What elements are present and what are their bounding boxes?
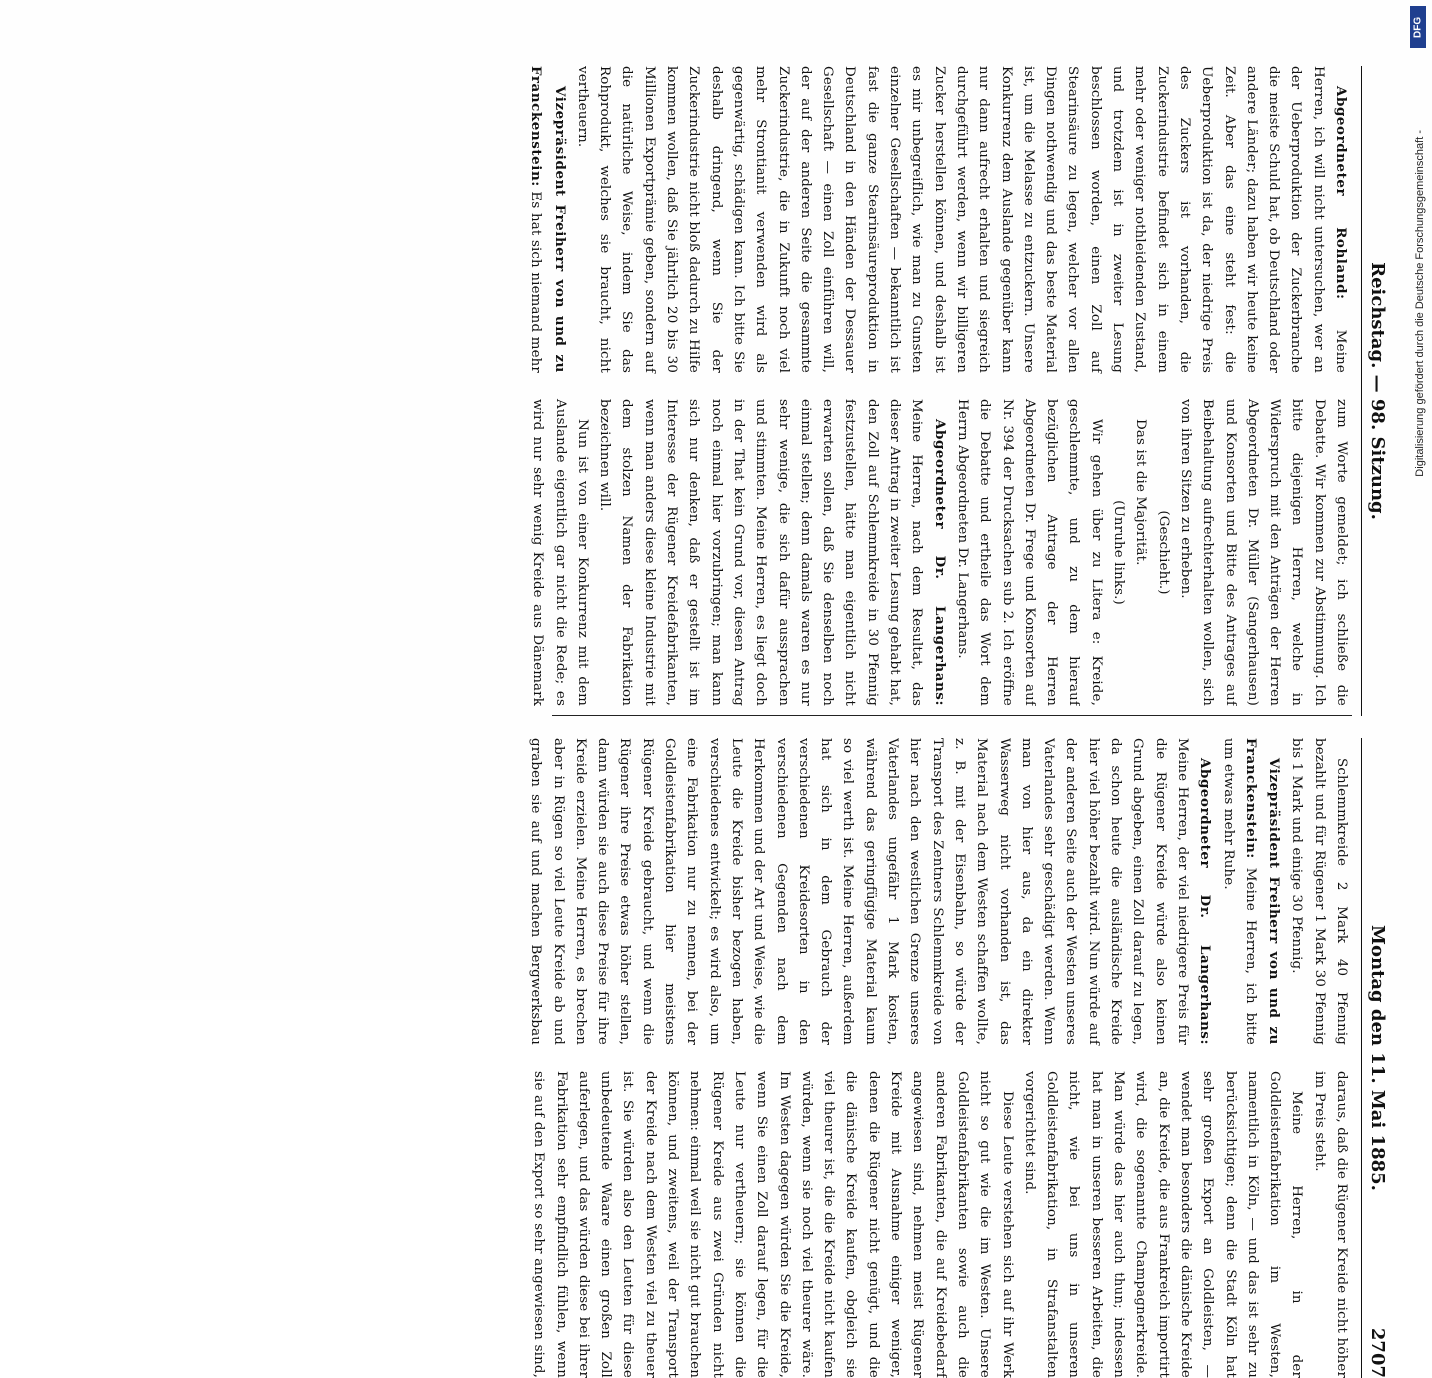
stage-direction: (Unruhe links.) [1111, 500, 1127, 605]
dfg-logo: DFG [1410, 6, 1426, 48]
speaker-name: Abgeordneter Dr. Langerhans: [1197, 758, 1214, 1045]
speech-text: Meine Herren, ich bitte um etwas mehr Ruhe. [1220, 738, 1258, 1045]
speech-paragraph [1018, 1071, 1308, 1378]
left-page-header-title: Reichstag. — 98. Sitzung. [1367, 262, 1388, 520]
rotated-newspaper-sheet [58, 56, 1418, 1378]
speech-text: Es hat sich niemand mehr zum Worte gemeldet; ich schließe die Debatte. Wir kommen zur Abstimmung. Ich bitte diejenigen Herren, welche in Widerspruch mit den Anträgen der Herren Abgeordneten Dr. Müller (Sangerhausen) und Konsorten und Bitte des Antrages auf Beibehaltung aufrechterhalten wollen, sich von ihren Sitzen zu erheben. [528, 191, 1349, 706]
page-divider-rule [552, 715, 1352, 716]
speech-text: Meine Herren, der viel niedrigere Preis für die Rügener Kreide würde also keinen Grund abgeben, einen Zoll darauf zu legen, da schon heute die ausländische Kreide hier viel höher bezahlt wird. Nun würde auf der anderen Seite auch der Westen unseres Vaterlandes sehr geschädigt werden. Wenn man von hier aus, da ein direkter Wasserweg nicht vorhanden ist, das Material nach dem Westen schaffen wollte, z. B. mit der Eisenbahn, so würde der Transport des Zentners Schlemmkreide von hier nach den westlichen Grenze unseres Vaterlandes ungefähr 1 Mark kosten, während das geringfügige Material kaum so viel werth ist. Meine Herren, außerdem hat sich in dem Gebrauch der verschiedenen Kreidesorten in den verschiedenen Gegenden nach dem Herkommen und der Art und Weise, wie die Leute die Kreide bisher bezogen haben, verschiedenes entwickelt; es wird also, um eine Fabrikation nur zu nennen, bei der Goldleistenfabrikation hier meistens Rügener Kreide gebraucht, und wenn die Rügener ihre Preise etwas höher stellen, dann würden sie auch diese Preise für ihre Kreide erzielen. Meine Herren, es brechen aber in Rügen so viel Leute Kreide ab und graben sie auf und machen Bergwerksbau daraus, daß die Rügener Kreide nicht höher im Preis steht. [528, 738, 1349, 1378]
speaker-name: Abgeordneter Dr. Langerhans: [931, 419, 948, 706]
right-page-body [522, 738, 1352, 1378]
right-page-header-date: Montag den 11. Mai 1885. [1367, 925, 1388, 1191]
right-page-header [1361, 738, 1388, 1378]
speaker-name: Vizepräsident Freiherr von und zu Franckenstein: [528, 66, 568, 373]
speaker-name: Vizepräsident Freiherr von und zu Franckenstein: [1242, 738, 1283, 1045]
speech-text: Nun ist von einer Konkurrenz mit dem Auslande eigentlich gar nicht die Rede; es wird nur sehr wenig Kreide aus Dänemark [530, 399, 590, 706]
speech-paragraph [593, 399, 951, 706]
speech-paragraph [951, 399, 1107, 706]
speech-paragraph [1285, 738, 1352, 1045]
speech-text: Wir gehen über zu Litera e: Kreide, geschlemmte, und zu dem hierauf bezüglichen Antrage der Herren Abgeordneten Dr. Frege und Konsorten auf Nr. 394 der Drucksachen sub 2. Ich eröffne die Debatte und ertheile das Wort dem Herrn Abgeordneten Dr. Langerhans. [954, 399, 1104, 706]
speech-paragraph [1216, 738, 1285, 1045]
speech-text: Diese Leute verstehen sich auf ihr Werk nicht so gut wie die im Westen. Unsere Goldleistenfabrikanten sowie auch die anderen Fabrikanten, die auf Kreidebedarf angewiesen sind, nehmen meist Rügener Kreide mit Ausnahme einiger weniger, denen die Rügener nicht genügt, und die die dänische Kreide kaufen, obgleich sie viel theurer ist, die die Kreide nicht kaufen würden, wenn sie noch viel theurer wäre. Im Westen dagegen würden Sie die Kreide, wenn Sie einen Zoll darauf legen, für die Leute nur vertheuern; sie können die Rügener Kreide aus zwei Gründen nicht nehmen: einmal weil sie nicht gut brauchen können, und zweitens, weil der Transport der Kreide nach dem Westen viel zu theuer ist. Sie würden also den Leuten für diese unbedeutende Waare einen großen Zoll auferlegen, und das würden diese bei ihrer Fabrikation sehr empfindlich fühlen, wenn sie auf den Export so sehr angewiesen sind, [531, 1071, 1015, 1378]
left-page-body [522, 66, 1352, 706]
speech-paragraph [571, 66, 1352, 373]
right-page-number: 2707 [1367, 1327, 1388, 1378]
speech-text: Meine Herren, in der Goldleistenfabrikation im Westen, namentlich in Köln, — und das ist sehr zu berücksichtigen; denn die Stadt Köln hat sehr großen Export an Goldleisten, — wendet man besonders die dänische Kreide an, die Kreide, die aus Frankreich importirt wird, die sogenannte Champagnerkreide. Man würde das hier auch thun; indessen hat man in unseren besseren Arbeiten, die nicht, wie bei uns in unseren Goldleistenfabrikation, in Strafanstalten vorgerichtet sind. [1021, 1071, 1305, 1378]
left-page-header [1361, 66, 1388, 716]
speaker-name: Abgeordneter Rohland: [1333, 86, 1349, 300]
digitization-credit: Digitalisierung gefördert durch die Deutsche Forschungsgemeinschaft - [1414, 130, 1426, 477]
speech-text: Schlemmkreide 2 Mark 40 Pfennig bezahlt und für Rügener 1 Mark 30 Pfennig bis 1 Mark und einige 30 Pfennig. [1289, 738, 1349, 1045]
speech-text: Das ist die Majorität. [1133, 419, 1149, 566]
stage-direction: (Geschieht.) [1155, 510, 1171, 595]
speech-text: Meine Herren, nach dem Resultat, das dieser Antrag in zweiter Lesung gehabt hat, den Zoll auf Schlemmkreide in 30 Pfennig festzustellen, hätte man eigentlich nicht erwarten sollen, daß Sie denselben noch einmal stellen; denn damals waren es nur sehr wenige, die sich dafür aussprachen und stimmten. Meine Herren, es liegt doch in der That kein Grund vor, diesen Antrag noch einmal hier vorzubringen; man kann sich nur denken, daß er gestellt ist im Interesse der Rügener Kreidefabrikanten, wenn man anders diese kleine Industrie mit dem stolzen Namen der Fabrikation bezeichnen will. [597, 399, 925, 706]
speech-text: Meine Herren, ich will nicht untersuchen, wer an der Ueberproduktion der Zuckerbranche die meiste Schuld hat, ob Deutschland oder andere Länder; dazu haben wir heute keine Zeit. Aber das eine steht fest: die Ueberproduktion ist da, der niedrige Preis des Zuckers ist vorhanden, die Zuckerindustrie befindet sich in einem mehr oder weniger nothleidenden Zustand, und trotzdem ist in zweiter Lesung beschlossen worden, einen Zoll auf Stearinsäure zu legen, welcher vor allen Dingen nothwendig und das beste Material ist, um die Melasse zu entzuckern. Unsere Konkurrenz dem Auslande gegenüber kann nur dann aufrecht erhalten und siegreich durchgeführt werden, wenn wir billigeren Zucker herstellen können, und deshalb ist es mir unbegreiflich, wie man zu Gunsten einzelner Gesellschaften — bekanntlich ist fast die ganze Stearinsäureproduktion in Deutschland in den Händen der Dessauer Gesellschaft — einen Zoll einführen will, der auf der anderen Seite die gesammte Zuckerindustrie, die in Zukunft noch viel mehr Strontianit verwenden wird als gegenwärtig, schädigen kann. Ich bitte Sie deshalb dringend, wenn Sie der Zuckerindustrie nicht bloß dadurch zu Hilfe kommen wollen, daß Sie jährlich 20 bis 30 Millionen Exportprämie geben, sondern auf die natürliche Weise, indem Sie das Rohprodukt, welches sie braucht, nicht vertheuern. [574, 66, 1348, 373]
speech-paragraph [1129, 399, 1151, 706]
